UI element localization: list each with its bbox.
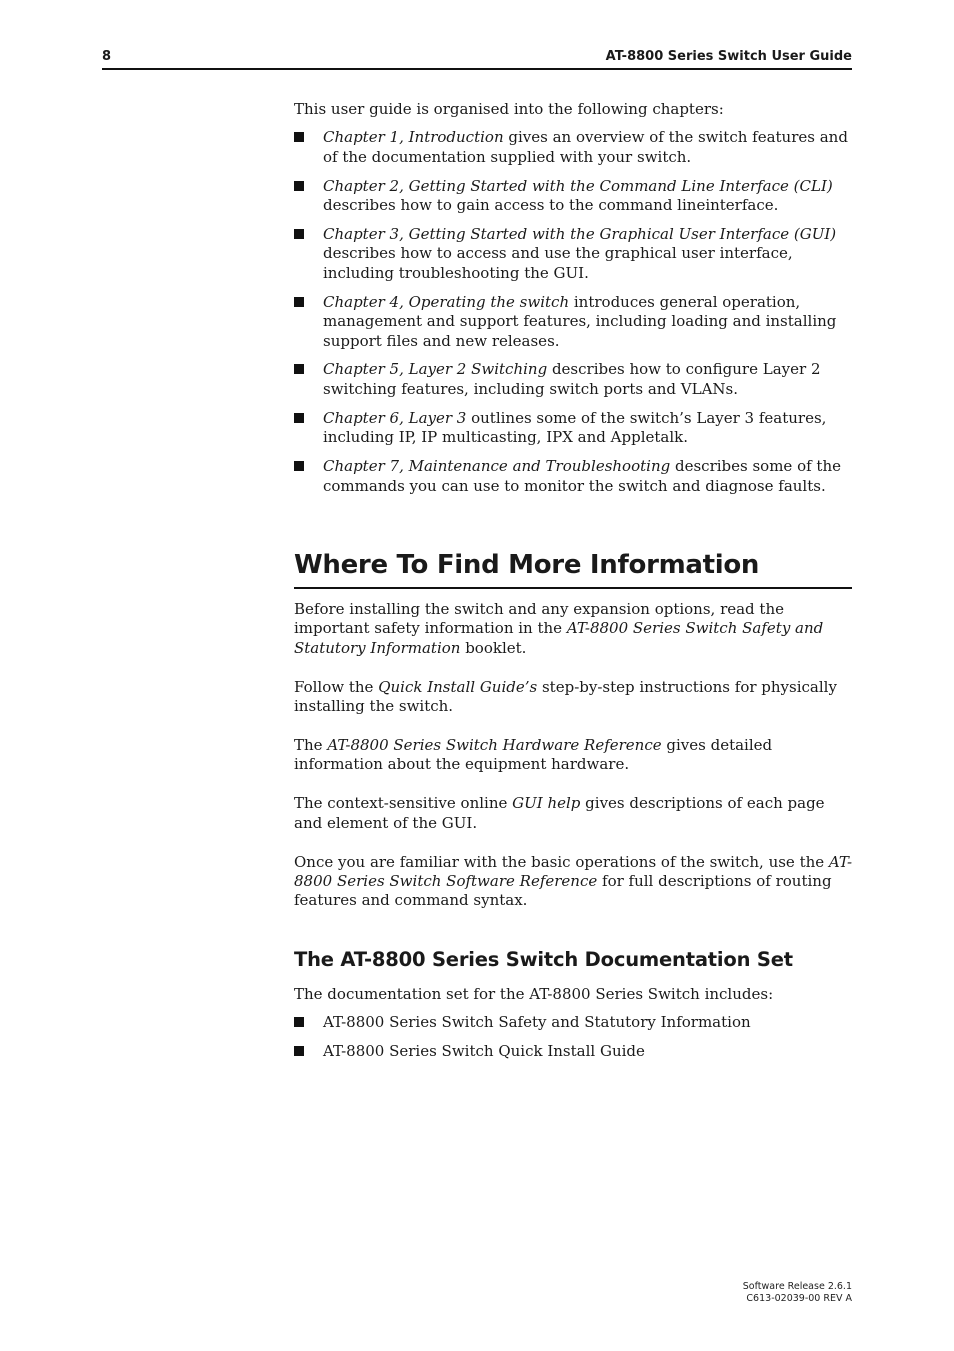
page-footer bbox=[743, 1281, 852, 1305]
paragraph-safety bbox=[294, 600, 854, 658]
bullet-icon bbox=[294, 229, 304, 239]
list-item bbox=[294, 177, 854, 216]
list-item bbox=[294, 293, 854, 351]
docset-item: AT-8800 Series Switch Safety and Statutory Information bbox=[323, 1013, 751, 1032]
chapter-description: describes how to gain access to the command lineinterface. bbox=[323, 196, 779, 215]
chapter-title: Chapter 7, Maintenance and Troubleshooting bbox=[323, 457, 671, 476]
section-heading: Where To Find More Information bbox=[294, 549, 852, 589]
bullet-icon bbox=[294, 461, 304, 471]
docset-list bbox=[294, 1013, 854, 1061]
bullet-icon bbox=[294, 181, 304, 191]
chapter-title: Chapter 2, Getting Started with the Command Line Interface (CLI) bbox=[323, 176, 833, 195]
chapter-description: outlines some of the switch’s Layer 3 features, including IP, IP multicasting, IPX and Appletalk. bbox=[323, 408, 827, 447]
text-run: The context-sensitive online bbox=[294, 794, 513, 813]
chapter-description: introduces general operation, management and support features, including loading and installing support files and new releases. bbox=[323, 292, 837, 350]
doc-title: AT-8800 Series Switch Hardware Reference bbox=[327, 735, 662, 754]
text-run: Before installing the switch and any expansion options, read the important safety information in the bbox=[294, 599, 784, 638]
text-run: gives detailed information about the equipment hardware. bbox=[294, 735, 773, 774]
bullet-icon bbox=[294, 132, 304, 142]
chapter-title: Chapter 6, Layer 3 bbox=[323, 408, 467, 427]
chapter-title: Chapter 1, Introduction bbox=[323, 128, 504, 147]
chapter-description: describes how to access and use the graphical user interface, including troubleshooting the GUI. bbox=[323, 244, 793, 282]
paragraph-software-reference bbox=[294, 853, 854, 911]
list-item bbox=[294, 1042, 854, 1061]
paragraph-gui-help bbox=[294, 794, 854, 833]
bullet-icon bbox=[294, 413, 304, 423]
document-id: C613-02039-00 REV A bbox=[746, 1293, 852, 1304]
paragraph-quick-install bbox=[294, 678, 854, 717]
subsection-heading: The AT-8800 Series Switch Documentation Set bbox=[294, 947, 793, 971]
page-header bbox=[102, 48, 852, 70]
list-item bbox=[294, 457, 854, 496]
list-item bbox=[294, 225, 854, 283]
chapter-title: Chapter 3, Getting Started with the Graphical User Interface (GUI) bbox=[323, 225, 837, 244]
text-run: step-by-step instructions for physically installing the switch. bbox=[294, 677, 837, 716]
text-run: booklet. bbox=[460, 638, 527, 657]
chapter-description: describes how to configure Layer 2 switching features, including switch ports and VLANs. bbox=[323, 360, 821, 398]
chapter-description: describes some of the commands you can use to monitor the switch and diagnose faults. bbox=[323, 457, 841, 495]
text-run: Once you are familiar with the basic operations of the switch, use the bbox=[294, 852, 829, 871]
docset-item: AT-8800 Series Switch Quick Install Guide bbox=[323, 1042, 645, 1061]
doc-title: Quick Install Guide’s bbox=[378, 677, 538, 696]
list-item bbox=[294, 128, 854, 167]
doc-title: GUI help bbox=[512, 794, 581, 813]
text-run: gives descriptions of each page and element of the GUI. bbox=[294, 794, 825, 832]
paragraph-hardware bbox=[294, 736, 854, 775]
bullet-icon bbox=[294, 1046, 304, 1056]
doc-title: AT-8800 Series Switch Safety and Statutory Information bbox=[294, 619, 824, 657]
list-item bbox=[294, 1013, 854, 1032]
chapter-description: gives an overview of the switch features and of the documentation supplied with your switch. bbox=[323, 128, 848, 166]
list-item bbox=[294, 360, 854, 399]
text-run: Follow the bbox=[294, 677, 379, 696]
software-release: Software Release 2.6.1 bbox=[742, 1281, 852, 1292]
bullet-icon bbox=[294, 364, 304, 374]
bullet-icon bbox=[294, 1017, 304, 1027]
text-run: The bbox=[294, 735, 328, 754]
page-number: 8 bbox=[102, 49, 112, 64]
docset-intro: The documentation set for the AT-8800 Series Switch includes: bbox=[294, 984, 774, 1003]
doc-title: AT-8800 Series Switch Software Reference bbox=[294, 852, 853, 890]
text-run: for full descriptions of routing features and command syntax. bbox=[294, 871, 832, 910]
chapter-list bbox=[294, 128, 854, 496]
header-title: AT-8800 Series Switch User Guide bbox=[605, 49, 852, 64]
chapters-intro: This user guide is organised into the following chapters: bbox=[294, 100, 724, 118]
chapter-title: Chapter 4, Operating the switch bbox=[323, 292, 570, 311]
bullet-icon bbox=[294, 297, 304, 307]
page-content bbox=[294, 100, 854, 1071]
list-item bbox=[294, 409, 854, 448]
chapter-title: Chapter 5, Layer 2 Switching bbox=[323, 360, 548, 379]
